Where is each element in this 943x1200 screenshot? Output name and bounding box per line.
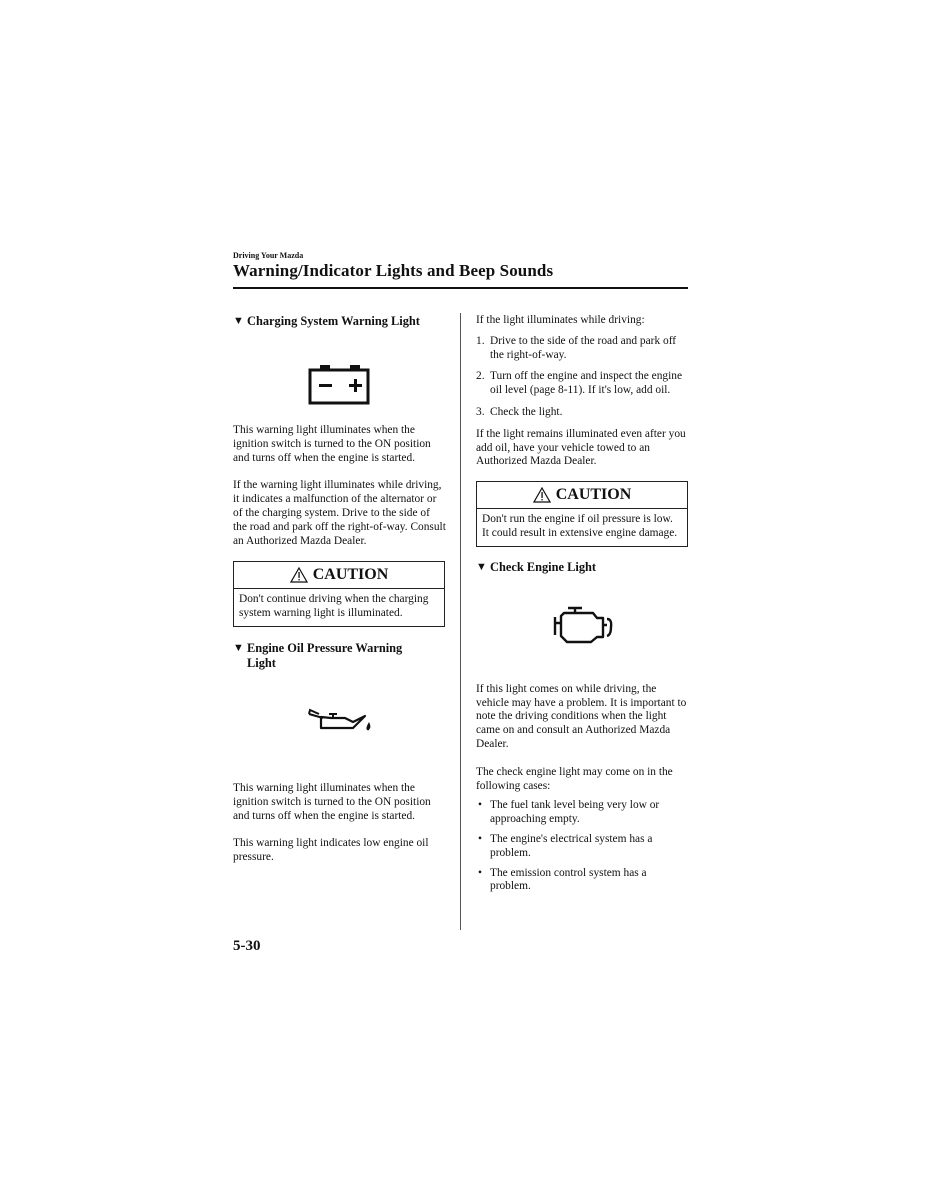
caution-text: Don't run the engine if oil pressure is low. It could result in extensive engine damage. xyxy=(482,513,678,539)
check-engine-heading-text: Check Engine Light xyxy=(490,559,597,574)
triangle-marker-icon: ▼ xyxy=(476,560,487,573)
step-number: 3. xyxy=(476,405,485,418)
oil-paragraph-1: This warning light illuminates when the ignition switch is turned to the ON position and turns off when the engine is started. xyxy=(233,781,431,822)
oil-heading xyxy=(233,641,446,671)
list-item xyxy=(476,335,690,363)
page-title: Warning/Indicator Lights and Beep Sounds xyxy=(233,261,554,280)
step-text: Drive to the side of the road and park off the right-of-way. xyxy=(490,334,677,361)
charging-heading xyxy=(233,314,446,329)
list-item xyxy=(476,833,690,861)
bullet-icon: • xyxy=(478,799,482,812)
step-number: 2. xyxy=(476,370,485,383)
steps-list xyxy=(476,335,690,420)
step-text: Turn off the engine and inspect the engine oil level (page 8-11). If it's low, add oil. xyxy=(490,370,683,397)
column-divider xyxy=(460,313,461,930)
caution-header xyxy=(234,562,444,589)
charging-paragraph-1: This warning light illuminates when the ignition switch is turned to the ON position and turns off when the engine is started. xyxy=(233,424,431,464)
bullet-icon: • xyxy=(478,866,482,879)
battery-icon xyxy=(308,364,372,406)
check-paragraph-1: If this light comes on while driving, the vehicle may have a problem. It is important to note the driving conditions when the light came on and consult an Authorized Mazda Dealer. xyxy=(476,682,687,750)
bullet-icon: • xyxy=(478,832,482,845)
bullet-text: The emission control system has a problem. xyxy=(490,866,647,893)
section-label: Driving Your Mazda xyxy=(233,251,304,260)
oil-intro: If the light illuminates while driving: xyxy=(476,314,645,326)
warning-triangle-icon xyxy=(533,487,551,503)
after-paragraph: If the light remains illuminated even after you add oil, have your vehicle towed to an Authorized Mazda Dealer. xyxy=(476,427,686,468)
triangle-marker-icon: ▼ xyxy=(233,315,244,327)
step-number: 1. xyxy=(476,334,485,347)
oil-can-icon xyxy=(307,706,373,736)
caution-label: CAUTION xyxy=(312,566,389,584)
warning-triangle-icon xyxy=(290,567,308,583)
oil-heading-line-1: Engine Oil Pressure Warning xyxy=(247,640,403,655)
list-item xyxy=(476,799,690,827)
bullet-text: The engine's electrical system has a problem. xyxy=(490,832,653,859)
caution-text: Don't continue driving when the charging system warning light is illuminated. xyxy=(239,593,429,620)
caution-box-charging xyxy=(233,561,445,627)
page-number: 5-30 xyxy=(233,938,261,954)
caution-box-oil xyxy=(476,481,688,547)
list-item xyxy=(476,867,690,895)
list-item xyxy=(476,406,690,420)
oil-icon-wrap xyxy=(233,691,446,751)
check-bullets xyxy=(476,799,690,894)
right-column xyxy=(476,314,690,894)
battery-icon-wrap xyxy=(233,350,446,420)
caution-label: CAUTION xyxy=(555,486,632,504)
bullet-text: The fuel tank level being very low or approaching empty. xyxy=(490,799,660,826)
check-paragraph-2: The check engine light may come on in the following cases: xyxy=(476,765,673,792)
triangle-marker-icon: ▼ xyxy=(233,641,244,654)
engine-icon xyxy=(551,605,615,645)
caution-header xyxy=(477,482,687,509)
charging-heading-text: Charging System Warning Light xyxy=(247,314,420,328)
charging-paragraph-2: If the warning light illuminates while driving, it indicates a malfunction of the alternator or of the charging system. Drive to the side of the road and park off the right-of-way. Consult an Authorized Mazda Dealer. xyxy=(233,479,446,547)
step-text: Check the light. xyxy=(490,405,563,418)
list-item xyxy=(476,370,690,398)
check-engine-heading xyxy=(476,560,690,575)
engine-icon-wrap xyxy=(476,597,690,653)
oil-heading-line-2: Light xyxy=(247,655,276,670)
oil-paragraph-2: This warning light indicates low engine oil pressure. xyxy=(233,837,429,864)
title-rule xyxy=(233,287,688,289)
left-column xyxy=(233,314,446,865)
